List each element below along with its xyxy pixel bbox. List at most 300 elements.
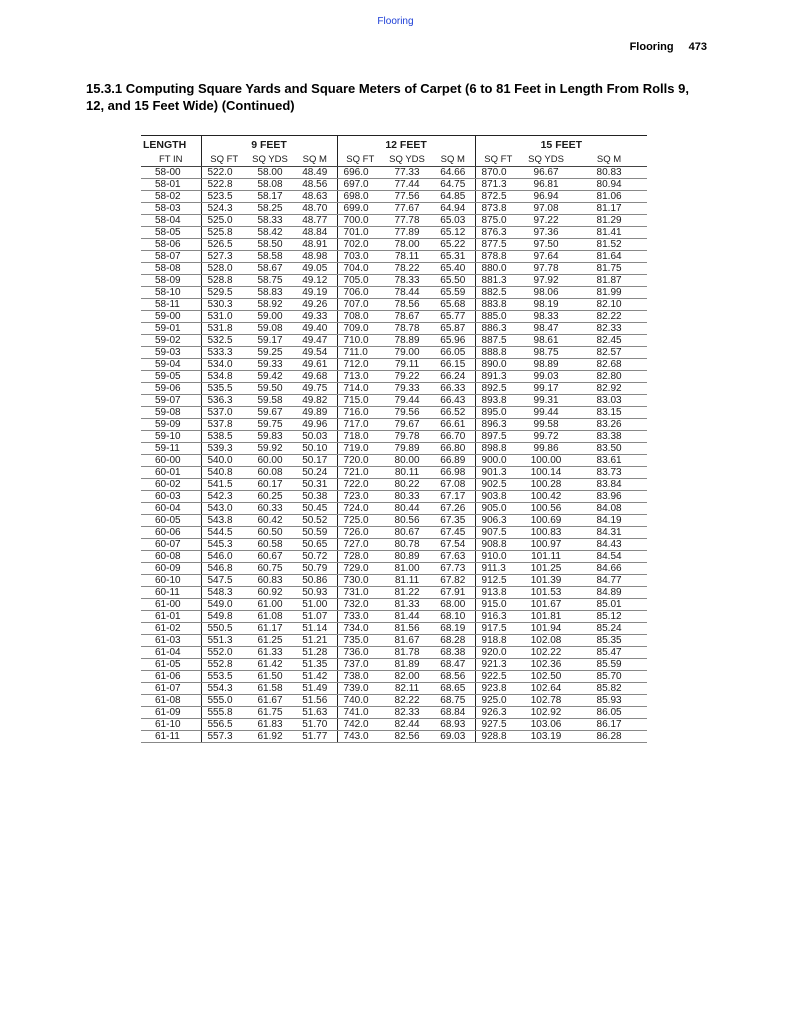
length-cell: 60-00 [141,455,201,467]
value-cell: 908.8 [475,539,521,551]
value-cell: 59.92 [247,443,293,455]
value-cell: 896.3 [475,419,521,431]
value-cell: 60.00 [247,455,293,467]
value-cell: 523.5 [201,191,247,203]
value-cell: 872.5 [475,191,521,203]
value-cell: 706.0 [337,287,383,299]
value-cell: 101.94 [521,623,571,635]
value-cell: 738.0 [337,671,383,683]
value-cell: 99.86 [521,443,571,455]
table-row [141,167,647,179]
value-cell: 697.0 [337,179,383,191]
value-cell: 50.03 [293,431,337,443]
value-cell: 554.3 [201,683,247,695]
sub-header-sqyds: SQ YDS [383,154,431,167]
value-cell: 876.3 [475,227,521,239]
page-number: 473 [688,41,707,53]
table-row [141,479,647,491]
value-cell: 101.25 [521,563,571,575]
value-cell: 83.15 [571,407,647,419]
value-cell: 102.36 [521,659,571,671]
value-cell: 78.44 [383,287,431,299]
value-cell: 97.08 [521,203,571,215]
value-cell: 82.44 [383,719,431,731]
value-cell: 696.0 [337,167,383,179]
value-cell: 536.3 [201,395,247,407]
value-cell: 60.33 [247,503,293,515]
value-cell: 85.59 [571,659,647,671]
table-row [141,407,647,419]
value-cell: 82.56 [383,731,431,743]
table-row [141,683,647,695]
value-cell: 84.31 [571,527,647,539]
value-cell: 67.26 [431,503,475,515]
value-cell: 50.24 [293,467,337,479]
value-cell: 59.42 [247,371,293,383]
value-cell: 734.0 [337,623,383,635]
value-cell: 49.47 [293,335,337,347]
value-cell: 68.38 [431,647,475,659]
length-cell: 58-02 [141,191,201,203]
value-cell: 531.0 [201,311,247,323]
value-cell: 85.93 [571,695,647,707]
table-row [141,359,647,371]
value-cell: 895.0 [475,407,521,419]
value-cell: 710.0 [337,335,383,347]
value-cell: 739.0 [337,683,383,695]
value-cell: 85.82 [571,683,647,695]
table-row [141,719,647,731]
table-row [141,623,647,635]
value-cell: 81.56 [383,623,431,635]
value-cell: 51.49 [293,683,337,695]
value-cell: 928.8 [475,731,521,743]
value-cell: 51.56 [293,695,337,707]
value-cell: 890.0 [475,359,521,371]
value-cell: 555.8 [201,707,247,719]
value-cell: 66.05 [431,347,475,359]
value-cell: 547.5 [201,575,247,587]
value-cell: 68.84 [431,707,475,719]
length-cell: 61-11 [141,731,201,743]
value-cell: 67.54 [431,539,475,551]
value-cell: 59.50 [247,383,293,395]
table-row [141,467,647,479]
length-cell: 58-08 [141,263,201,275]
value-cell: 67.45 [431,527,475,539]
value-cell: 78.11 [383,251,431,263]
value-cell: 98.06 [521,287,571,299]
value-cell: 557.3 [201,731,247,743]
value-cell: 902.5 [475,479,521,491]
value-cell: 60.58 [247,539,293,551]
value-cell: 68.10 [431,611,475,623]
value-cell: 921.3 [475,659,521,671]
value-cell: 85.35 [571,635,647,647]
value-cell: 67.08 [431,479,475,491]
value-cell: 709.0 [337,323,383,335]
value-cell: 546.0 [201,551,247,563]
value-cell: 875.0 [475,215,521,227]
value-cell: 81.33 [383,599,431,611]
length-cell: 60-08 [141,551,201,563]
table-row [141,239,647,251]
value-cell: 85.47 [571,647,647,659]
value-cell: 65.40 [431,263,475,275]
length-cell: 59-11 [141,443,201,455]
table-row [141,455,647,467]
value-cell: 880.0 [475,263,521,275]
value-cell: 537.0 [201,407,247,419]
table-row [141,635,647,647]
value-cell: 82.22 [571,311,647,323]
value-cell: 49.82 [293,395,337,407]
length-cell: 60-06 [141,527,201,539]
value-cell: 49.75 [293,383,337,395]
value-cell: 58.92 [247,299,293,311]
length-cell: 60-02 [141,479,201,491]
value-cell: 68.75 [431,695,475,707]
length-cell: 58-10 [141,287,201,299]
table-row [141,707,647,719]
value-cell: 552.0 [201,647,247,659]
value-cell: 79.78 [383,431,431,443]
value-cell: 58.58 [247,251,293,263]
value-cell: 67.82 [431,575,475,587]
value-cell: 534.8 [201,371,247,383]
value-cell: 51.21 [293,635,337,647]
length-cell: 61-05 [141,659,201,671]
value-cell: 707.0 [337,299,383,311]
value-cell: 736.0 [337,647,383,659]
value-cell: 730.0 [337,575,383,587]
length-cell: 61-09 [141,707,201,719]
value-cell: 543.8 [201,515,247,527]
value-cell: 522.0 [201,167,247,179]
value-cell: 544.5 [201,527,247,539]
value-cell: 743.0 [337,731,383,743]
value-cell: 526.5 [201,239,247,251]
value-cell: 85.70 [571,671,647,683]
value-cell: 81.75 [571,263,647,275]
value-cell: 80.89 [383,551,431,563]
value-cell: 81.89 [383,659,431,671]
table-row [141,311,647,323]
table-row [141,443,647,455]
value-cell: 85.24 [571,623,647,635]
value-cell: 58.33 [247,215,293,227]
value-cell: 79.67 [383,419,431,431]
value-cell: 883.8 [475,299,521,311]
value-cell: 724.0 [337,503,383,515]
value-cell: 51.77 [293,731,337,743]
value-cell: 721.0 [337,467,383,479]
value-cell: 80.22 [383,479,431,491]
value-cell: 61.42 [247,659,293,671]
value-cell: 59.17 [247,335,293,347]
value-cell: 61.75 [247,707,293,719]
length-cell: 58-07 [141,251,201,263]
value-cell: 881.3 [475,275,521,287]
value-cell: 100.42 [521,491,571,503]
value-cell: 552.8 [201,659,247,671]
length-cell: 58-05 [141,227,201,239]
value-cell: 50.65 [293,539,337,551]
value-cell: 101.11 [521,551,571,563]
value-cell: 60.25 [247,491,293,503]
value-cell: 59.58 [247,395,293,407]
value-cell: 927.5 [475,719,521,731]
value-cell: 97.92 [521,275,571,287]
value-cell: 524.3 [201,203,247,215]
value-cell: 79.00 [383,347,431,359]
value-cell: 58.00 [247,167,293,179]
table-row [141,731,647,743]
value-cell: 48.91 [293,239,337,251]
table-row [141,611,647,623]
value-cell: 532.5 [201,335,247,347]
length-cell: 58-04 [141,215,201,227]
length-cell: 61-07 [141,683,201,695]
value-cell: 80.33 [383,491,431,503]
value-cell: 81.29 [571,215,647,227]
value-cell: 886.3 [475,323,521,335]
value-cell: 100.69 [521,515,571,527]
value-cell: 98.47 [521,323,571,335]
value-cell: 893.8 [475,395,521,407]
value-cell: 80.78 [383,539,431,551]
value-cell: 60.17 [247,479,293,491]
table-row [141,647,647,659]
table-row [141,371,647,383]
value-cell: 538.5 [201,431,247,443]
value-cell: 82.10 [571,299,647,311]
value-cell: 79.22 [383,371,431,383]
top-link[interactable]: Flooring [377,16,414,27]
value-cell: 82.45 [571,335,647,347]
value-cell: 717.0 [337,419,383,431]
value-cell: 83.96 [571,491,647,503]
value-cell: 912.5 [475,575,521,587]
value-cell: 82.68 [571,359,647,371]
value-cell: 80.67 [383,527,431,539]
value-cell: 549.0 [201,599,247,611]
value-cell: 100.28 [521,479,571,491]
value-cell: 546.8 [201,563,247,575]
value-cell: 83.84 [571,479,647,491]
value-cell: 905.0 [475,503,521,515]
value-cell: 78.22 [383,263,431,275]
value-cell: 50.86 [293,575,337,587]
value-cell: 83.73 [571,467,647,479]
value-cell: 60.42 [247,515,293,527]
value-cell: 50.59 [293,527,337,539]
value-cell: 49.68 [293,371,337,383]
value-cell: 61.50 [247,671,293,683]
length-cell: 60-10 [141,575,201,587]
value-cell: 716.0 [337,407,383,419]
value-cell: 82.92 [571,383,647,395]
value-cell: 97.22 [521,215,571,227]
value-cell: 732.0 [337,599,383,611]
value-cell: 51.35 [293,659,337,671]
value-cell: 61.92 [247,731,293,743]
value-cell: 66.80 [431,443,475,455]
length-cell: 61-06 [141,671,201,683]
table-row [141,563,647,575]
value-cell: 49.89 [293,407,337,419]
value-cell: 79.33 [383,383,431,395]
value-cell: 49.40 [293,323,337,335]
value-cell: 84.77 [571,575,647,587]
value-cell: 77.33 [383,167,431,179]
carpet-table [141,135,647,743]
value-cell: 705.0 [337,275,383,287]
length-cell: 61-03 [141,635,201,647]
value-cell: 78.78 [383,323,431,335]
length-cell: 60-05 [141,515,201,527]
value-cell: 101.53 [521,587,571,599]
value-cell: 101.81 [521,611,571,623]
value-cell: 79.44 [383,395,431,407]
value-cell: 50.38 [293,491,337,503]
value-cell: 103.06 [521,719,571,731]
value-cell: 541.5 [201,479,247,491]
table-row [141,275,647,287]
value-cell: 49.33 [293,311,337,323]
value-cell: 82.11 [383,683,431,695]
value-cell: 550.5 [201,623,247,635]
value-cell: 58.42 [247,227,293,239]
sub-header-sqyds: SQ YDS [247,154,293,167]
value-cell: 64.75 [431,179,475,191]
sub-header-sqyds: SQ YDS [521,154,571,167]
value-cell: 66.33 [431,383,475,395]
value-cell: 85.12 [571,611,647,623]
value-cell: 102.92 [521,707,571,719]
value-cell: 98.33 [521,311,571,323]
value-cell: 723.0 [337,491,383,503]
value-cell: 870.0 [475,167,521,179]
value-cell: 58.83 [247,287,293,299]
value-cell: 737.0 [337,659,383,671]
value-cell: 48.56 [293,179,337,191]
value-cell: 97.50 [521,239,571,251]
value-cell: 103.19 [521,731,571,743]
length-cell: 58-03 [141,203,201,215]
value-cell: 82.57 [571,347,647,359]
value-cell: 542.3 [201,491,247,503]
value-cell: 84.08 [571,503,647,515]
value-cell: 539.3 [201,443,247,455]
value-cell: 81.06 [571,191,647,203]
value-cell: 735.0 [337,635,383,647]
value-cell: 701.0 [337,227,383,239]
length-cell: 58-09 [141,275,201,287]
value-cell: 67.17 [431,491,475,503]
table-row [141,527,647,539]
length-cell: 59-09 [141,419,201,431]
value-cell: 65.59 [431,287,475,299]
length-cell: 58-00 [141,167,201,179]
value-cell: 84.66 [571,563,647,575]
value-cell: 910.0 [475,551,521,563]
value-cell: 711.0 [337,347,383,359]
value-cell: 49.19 [293,287,337,299]
value-cell: 59.75 [247,419,293,431]
value-cell: 96.81 [521,179,571,191]
value-cell: 61.83 [247,719,293,731]
value-cell: 540.0 [201,455,247,467]
value-cell: 535.5 [201,383,247,395]
value-cell: 86.28 [571,731,647,743]
value-cell: 888.8 [475,347,521,359]
header-section: Flooring [629,41,674,53]
value-cell: 58.75 [247,275,293,287]
value-cell: 61.17 [247,623,293,635]
table-row [141,179,647,191]
sub-header-ft-in: FT IN [141,154,201,167]
value-cell: 555.0 [201,695,247,707]
value-cell: 916.3 [475,611,521,623]
table-row [141,587,647,599]
value-cell: 99.03 [521,371,571,383]
value-cell: 96.94 [521,191,571,203]
value-cell: 61.58 [247,683,293,695]
value-cell: 50.52 [293,515,337,527]
value-cell: 700.0 [337,215,383,227]
value-cell: 65.87 [431,323,475,335]
table-row [141,395,647,407]
value-cell: 522.8 [201,179,247,191]
value-cell: 102.78 [521,695,571,707]
value-cell: 81.11 [383,575,431,587]
length-cell: 60-04 [141,503,201,515]
value-cell: 50.72 [293,551,337,563]
value-cell: 58.17 [247,191,293,203]
table-row [141,191,647,203]
value-cell: 65.77 [431,311,475,323]
value-cell: 61.00 [247,599,293,611]
value-cell: 58.25 [247,203,293,215]
table-row [141,539,647,551]
value-cell: 51.42 [293,671,337,683]
value-cell: 58.67 [247,263,293,275]
length-cell: 59-03 [141,347,201,359]
value-cell: 530.3 [201,299,247,311]
value-cell: 81.52 [571,239,647,251]
value-cell: 731.0 [337,587,383,599]
value-cell: 58.08 [247,179,293,191]
value-cell: 900.0 [475,455,521,467]
value-cell: 543.0 [201,503,247,515]
table-body [141,167,647,743]
value-cell: 78.33 [383,275,431,287]
group-header-9ft: 9 FEET [201,136,337,155]
value-cell: 102.22 [521,647,571,659]
value-cell: 50.17 [293,455,337,467]
value-cell: 915.0 [475,599,521,611]
value-cell: 51.07 [293,611,337,623]
value-cell: 66.70 [431,431,475,443]
value-cell: 65.96 [431,335,475,347]
table-row [141,659,647,671]
table-row [141,551,647,563]
value-cell: 81.78 [383,647,431,659]
value-cell: 81.67 [383,635,431,647]
value-cell: 882.5 [475,287,521,299]
value-cell: 549.8 [201,611,247,623]
